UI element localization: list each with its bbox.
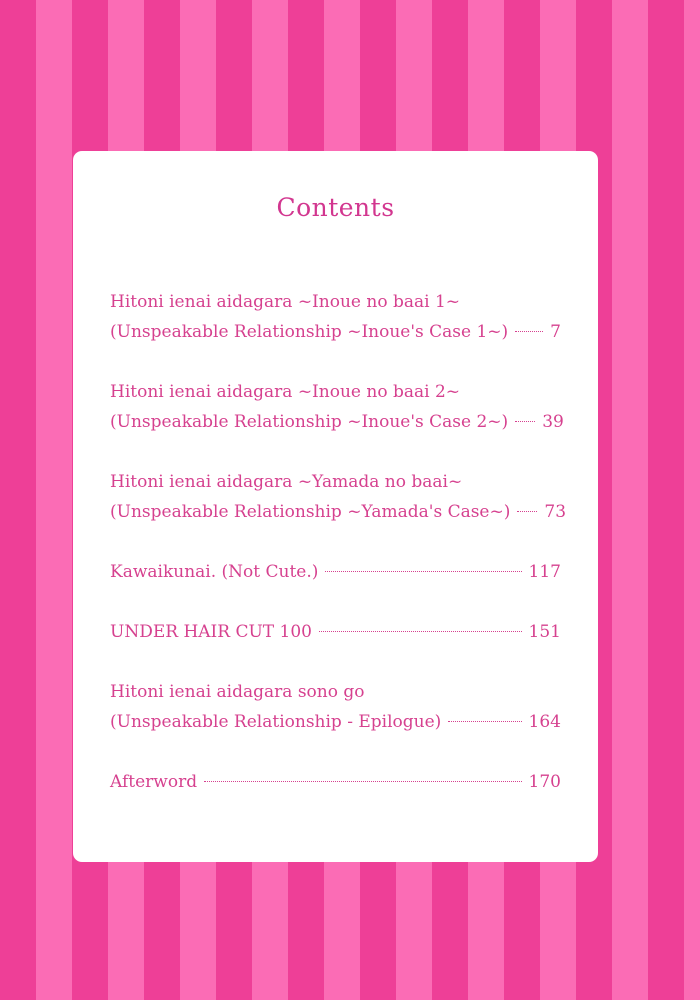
entry-title-line bbox=[110, 617, 561, 647]
contents-entry bbox=[110, 617, 561, 647]
entry-subtitle-line bbox=[110, 407, 564, 437]
entry-subtitle-line bbox=[110, 317, 561, 347]
page-number: 7 bbox=[550, 322, 561, 342]
contents-entry bbox=[110, 467, 567, 527]
entry-subtitle: (Unspeakable Relationship ~Yamada's Case~) bbox=[110, 502, 511, 522]
contents-entry bbox=[110, 287, 561, 347]
contents-entry bbox=[110, 677, 561, 737]
entry-title-line bbox=[110, 677, 561, 707]
dot-leader bbox=[325, 571, 521, 572]
entry-subtitle: (Unspeakable Relationship ~Inoue's Case 2~) bbox=[110, 412, 509, 432]
dot-leader bbox=[515, 331, 543, 332]
contents-list bbox=[110, 287, 567, 797]
entry-title: Hitoni ienai aidagara sono go bbox=[110, 682, 365, 702]
dot-leader bbox=[319, 631, 522, 632]
entry-subtitle-line bbox=[110, 497, 567, 527]
entry-title: Hitoni ienai aidagara ~Inoue no baai 2~ bbox=[110, 382, 461, 402]
page-number: 39 bbox=[542, 412, 564, 432]
dot-leader bbox=[515, 421, 535, 422]
entry-subtitle-line bbox=[110, 707, 561, 737]
entry-title: Hitoni ienai aidagara ~Yamada no baai~ bbox=[110, 472, 463, 492]
page-number: 164 bbox=[528, 712, 561, 732]
contents-entry bbox=[110, 557, 561, 587]
dot-leader bbox=[448, 721, 521, 722]
entry-title: Kawaikunai. (Not Cute.) bbox=[110, 562, 319, 582]
entry-title-line bbox=[110, 287, 561, 317]
contents-card bbox=[73, 151, 598, 862]
page-number: 170 bbox=[528, 772, 561, 792]
dot-leader bbox=[517, 511, 537, 512]
entry-title-line bbox=[110, 377, 561, 407]
entry-title-line bbox=[110, 767, 561, 797]
dot-leader bbox=[204, 781, 521, 782]
entry-title-line bbox=[110, 557, 561, 587]
entry-title-line bbox=[110, 467, 561, 497]
entry-title: Hitoni ienai aidagara ~Inoue no baai 1~ bbox=[110, 292, 461, 312]
entry-subtitle: (Unspeakable Relationship ~Inoue's Case 1~) bbox=[110, 322, 509, 342]
contents-entry bbox=[110, 767, 561, 797]
entry-subtitle: (Unspeakable Relationship - Epilogue) bbox=[110, 712, 442, 732]
page-number: 151 bbox=[528, 622, 561, 642]
entry-title: Afterword bbox=[110, 772, 198, 792]
page-title: Contents bbox=[276, 193, 395, 222]
contents-entry bbox=[110, 377, 564, 437]
page-number: 117 bbox=[528, 562, 561, 582]
page-number: 73 bbox=[544, 502, 567, 522]
entry-title: UNDER HAIR CUT 100 bbox=[110, 622, 312, 642]
